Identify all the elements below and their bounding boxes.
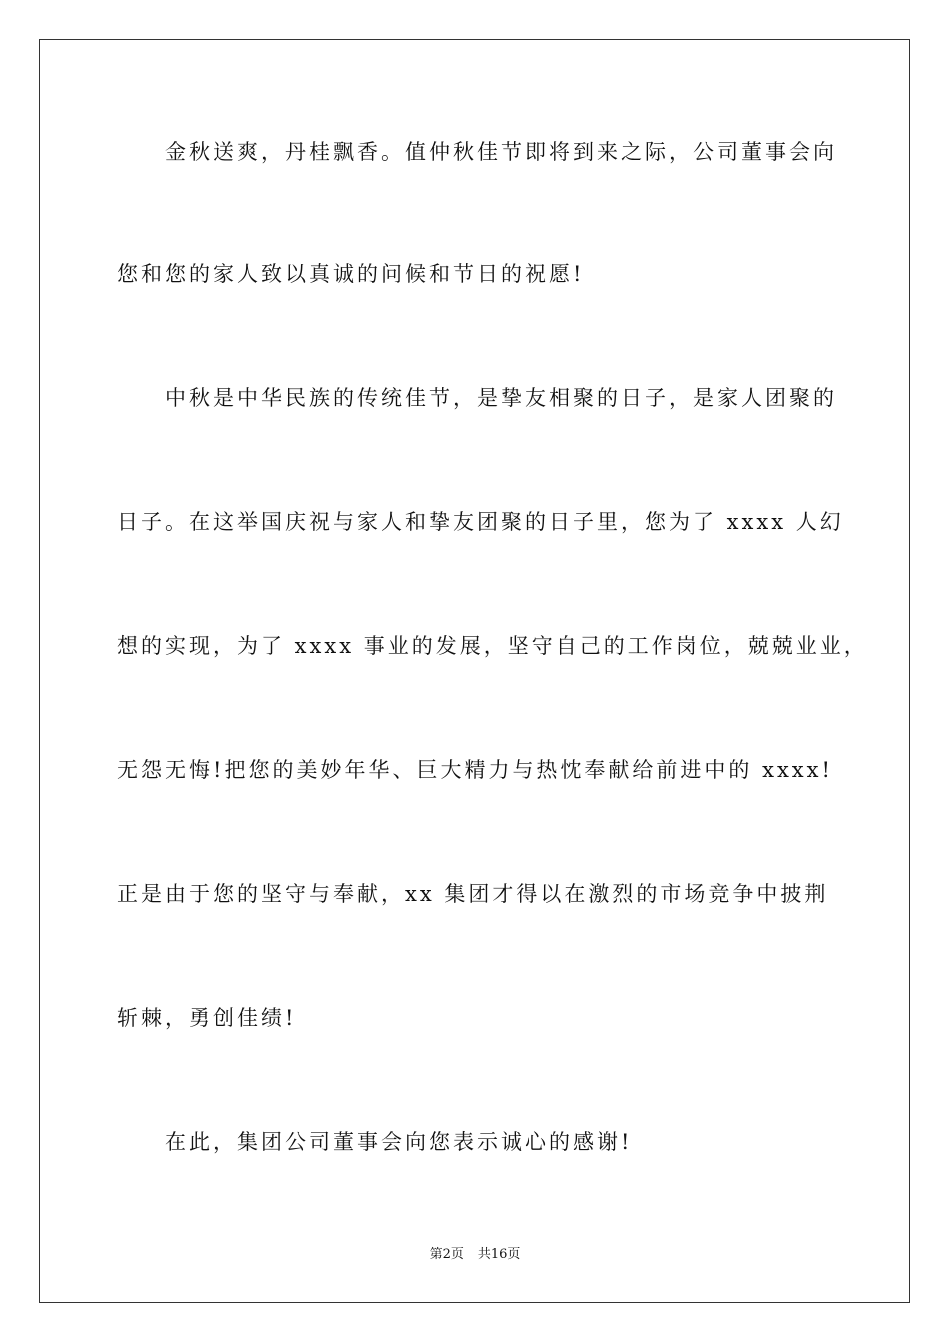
page-footer	[0, 1246, 950, 1264]
page-number: 第2页	[429, 1247, 464, 1262]
paragraph-2-line-6: 斩棘，勇创佳绩!	[117, 1006, 297, 1030]
paragraph-1-line-1: 金秋送爽，丹桂飘香。值仲秋佳节即将到来之际，公司董事会向	[165, 140, 837, 164]
paragraph-2-line-4: 无怨无悔!把您的美妙年华、巨大精力与热忱奉献给前进中的 xxxx!	[117, 758, 833, 782]
page-total: 共16页	[477, 1247, 521, 1262]
paragraph-2-line-1: 中秋是中华民族的传统佳节，是挚友相聚的日子，是家人团聚的	[165, 386, 837, 410]
paragraph-1-line-2: 您和您的家人致以真诚的问候和节日的祝愿!	[117, 262, 585, 286]
paragraph-2-line-2: 日子。在这举国庆祝与家人和挚友团聚的日子里，您为了 xxxx 人幻	[117, 510, 844, 534]
paragraph-2-line-5: 正是由于您的坚守与奉献，xx 集团才得以在激烈的市场竞争中披荆	[117, 882, 829, 906]
page-border	[39, 39, 910, 1303]
paragraph-3-line-1: 在此，集团公司董事会向您表示诚心的感谢!	[165, 1130, 633, 1154]
paragraph-2-line-3: 想的实现，为了 xxxx 事业的发展，坚守自己的工作岗位，兢兢业业，	[117, 634, 868, 658]
